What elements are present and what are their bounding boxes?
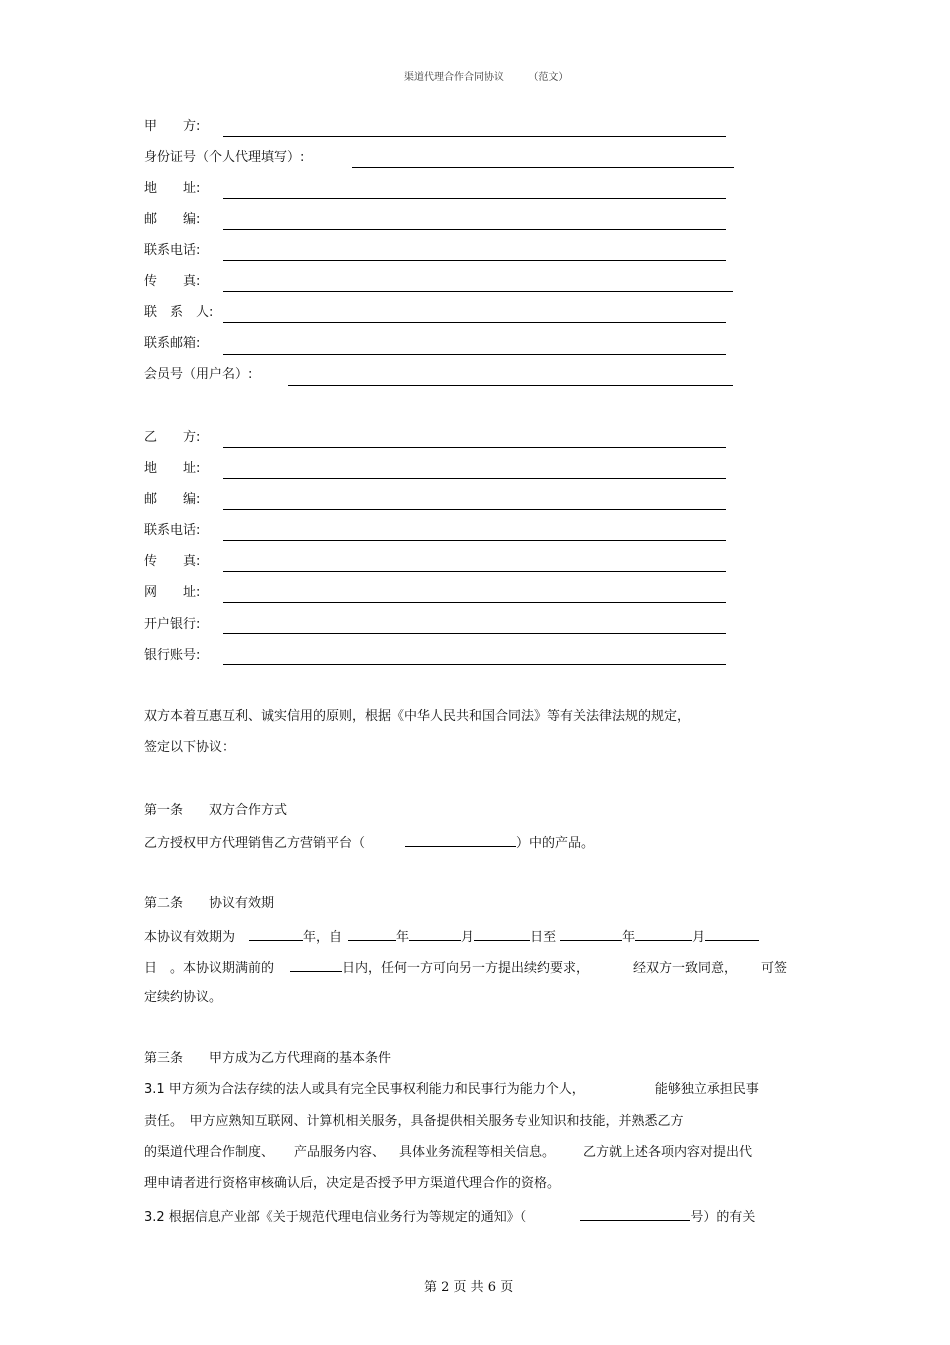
party-b-address-line [223, 478, 726, 479]
page-number: 第 2 页 共 6 页 [424, 1280, 514, 1295]
end-year-text: 年 [622, 930, 636, 945]
party-a-name-label: 甲 方: [144, 119, 201, 134]
party-b-address-label: 地 址: [144, 461, 201, 476]
expiry-text: 日 。本协议期满前的 [144, 961, 275, 976]
sign-text: 可签 [761, 961, 788, 976]
party-b-bank-label: 开户银行: [144, 617, 201, 632]
article-3-title: 第三条 甲方成为乙方代理商的基本条件 [144, 1051, 392, 1066]
end-month-blank [635, 928, 692, 941]
document-header [404, 68, 568, 83]
party-a-address-label: 地 址: [144, 181, 201, 196]
article-3-para-3 [144, 1145, 752, 1161]
party-a-name-line [223, 136, 726, 137]
article-1-text [144, 834, 594, 852]
clause-text-b: 产品服务内容、 [294, 1145, 386, 1160]
article-1-text-after: ）中的产品。 [516, 836, 595, 851]
clause-3-2-text-end: 号）的有关 [690, 1210, 756, 1225]
party-b-bank-line [223, 633, 726, 634]
article-2-line-3: 定续约协议。 [144, 990, 223, 1005]
party-a-member-label: 会员号（用户名）: [144, 367, 253, 382]
party-a-postcode-label: 邮 编: [144, 212, 201, 227]
article-2-line-1 [144, 928, 759, 946]
platform-name-blank [405, 834, 516, 847]
party-b-account-label: 银行账号: [144, 648, 201, 663]
party-a-email-label: 联系邮箱: [144, 336, 201, 351]
party-a-email-line [223, 354, 726, 355]
party-b-phone-label: 联系电话: [144, 523, 201, 538]
party-a-phone-label: 联系电话: [144, 243, 201, 258]
party-b-postcode-line [223, 509, 726, 510]
party-b-fax-line [223, 571, 726, 572]
party-b-website-line [223, 602, 726, 603]
party-b-account-line [223, 664, 726, 665]
clause-3-2-text: 3.2 根据信息产业部《关于规范代理电信业务行为等规定的通知》（ [144, 1210, 527, 1225]
clause-text-d: 乙方就上述各项内容对提出代 [583, 1145, 753, 1160]
header-subtitle: （范文） [528, 72, 569, 83]
party-a-fax-label: 传 真: [144, 274, 201, 289]
party-a-address-line [223, 198, 726, 199]
start-month-blank [409, 928, 461, 941]
years-from-text: 年，自 [303, 930, 343, 945]
notice-number-blank [580, 1208, 690, 1221]
intro-line-2: 签定以下协议： [144, 740, 236, 755]
clause-text-c: 具体业务流程等相关信息。 [399, 1145, 556, 1160]
party-a-id-label: 身份证号（个人代理填写）: [144, 150, 305, 165]
consent-text: 经双方一致同意， [633, 961, 738, 976]
validity-text: 本协议有效期为 [144, 930, 236, 945]
party-b-phone-line [223, 540, 726, 541]
party-b-name-label: 乙 方: [144, 430, 201, 445]
party-a-phone-line [223, 260, 726, 261]
party-a-id-line [352, 167, 734, 168]
intro-line-1: 双方本着互惠互利、诚实信用的原则，根据《中华人民共和国合同法》等有关法律法规的规定， [144, 709, 691, 724]
clause-3-1-text-end: 能够独立承担民事 [654, 1082, 759, 1097]
article-3-para-4: 理申请者进行资格审核确认后，决定是否授予甲方渠道代理合作的资格。 [144, 1176, 561, 1191]
party-a-member-line [288, 385, 733, 386]
clause-text-a: 的渠道代理合作制度、 [144, 1145, 275, 1160]
party-a-contact-line [223, 322, 726, 323]
start-day-to-text: 日至 [530, 930, 557, 945]
article-1-title: 第一条 双方合作方式 [144, 803, 288, 818]
start-year-text: 年 [396, 930, 410, 945]
years-blank [249, 928, 303, 941]
party-b-fax-label: 传 真: [144, 554, 201, 569]
clause-3-1-text: 3.1 甲方须为合法存续的法人或具有完全民事权利能力和民事行为能力个人， [144, 1082, 585, 1097]
end-month-text: 月 [692, 930, 706, 945]
party-a-contact-label: 联 系 人: [144, 305, 214, 320]
start-month-text: 月 [461, 930, 475, 945]
party-b-postcode-label: 邮 编: [144, 492, 201, 507]
end-day-blank [705, 928, 759, 941]
header-title: 渠道代理合作合同协议 [404, 72, 504, 83]
article-3-para-1 [144, 1082, 759, 1098]
party-b-website-label: 网 址: [144, 585, 201, 600]
start-year-blank [348, 928, 396, 941]
article-3-para-5 [144, 1208, 755, 1226]
party-b-name-line [223, 447, 726, 448]
renewal-days-blank [290, 959, 342, 972]
end-year-blank [560, 928, 622, 941]
article-1-text-before: 乙方授权甲方代理销售乙方营销平台（ [144, 836, 366, 851]
article-2-title: 第二条 协议有效期 [144, 896, 275, 911]
party-a-postcode-line [223, 229, 726, 230]
start-day-blank [474, 928, 530, 941]
renewal-text: 日内，任何一方可向另一方提出续约要求， [342, 961, 590, 976]
article-3-para-2: 责任。 甲方应熟知互联网、计算机相关服务，具备提供相关服务专业知识和技能，并熟悉乙方 [144, 1114, 684, 1129]
article-2-line-2 [144, 959, 787, 977]
party-a-fax-line [223, 291, 733, 292]
